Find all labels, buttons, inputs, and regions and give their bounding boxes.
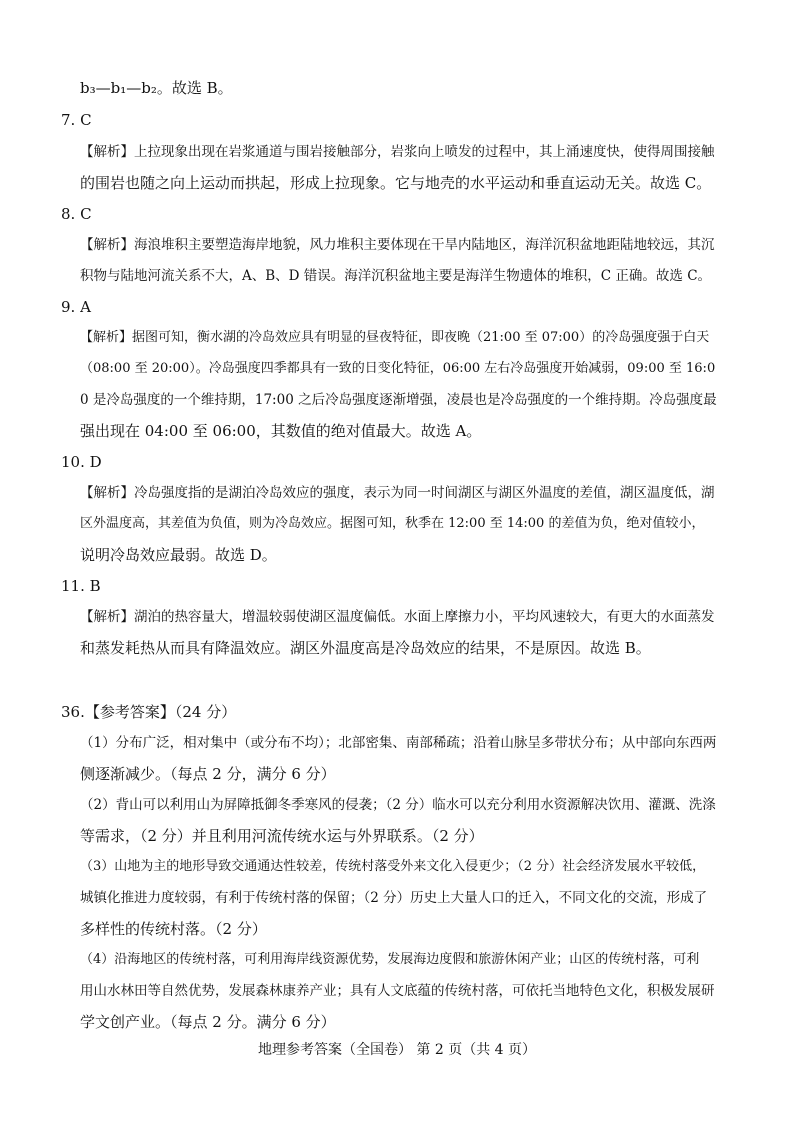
question-36-part-4-line-2: 用山水林田等自然优势，发展森林康养产业；具有人文底蕴的传统村落，可依托当地特色文化，积极发展研 [80, 983, 715, 999]
question-36-part-3-line-3: 多样性的传统村落。（2 分） [80, 920, 267, 938]
question-11-answer: 11. B [61, 577, 101, 595]
question-10-explanation-line-1: 【解析】冷岛强度指的是湖泊冷岛效应的强度，表示为同一时间湖区与湖区外温度的差值，湖区温度低，湖 [80, 485, 715, 501]
question-9-explanation-line-2: （08:00 至 20:00）。冷岛强度四季都具有一致的日变化特征，06:00 左右冷岛强度开始减弱，09:00 至 16:0 [80, 361, 716, 376]
question-36-heading: 36.【参考答案】（24 分） [61, 703, 237, 721]
question-7-explanation-line-2: 的围岩也随之向上运动而拱起，形成上拉现象。它与地壳的水平运动和垂直运动无关。故选 C。 [80, 174, 712, 192]
question-36-part-2-line-2: 等需求，（2 分）并且利用河流传统水运与外界联系。（2 分） [80, 827, 484, 845]
page-footer: 地理参考答案（全国卷） 第 2 页（共 4 页） [257, 1042, 537, 1058]
answer-6-tail: b₃—b₁—b₂。故选 B。 [80, 79, 233, 97]
question-36-part-1-line-2: 侧逐渐减少。（每点 2 分，满分 6 分） [80, 765, 336, 783]
question-9-explanation-line-3: 0 是冷岛强度的一个维持期，17:00 之后冷岛强度逐渐增强，凌晨也是冷岛强度的一个维持期。冷岛强度最 [80, 392, 717, 408]
question-7-explanation-line-1: 【解析】上拉现象出现在岩浆通道与围岩接触部分，岩浆向上喷发的过程中，其上涌速度快，使得周围接触 [80, 144, 715, 160]
question-7-answer: 7. C [61, 111, 92, 129]
question-10-answer: 10. D [61, 453, 102, 471]
question-9-answer: 9. A [61, 298, 91, 316]
question-10-explanation-line-2: 区外温度高，其差值为负值，则为冷岛效应。据图可知，秋季在 12:00 至 14:00 的差值为负，绝对值较小， [80, 516, 705, 531]
question-11-explanation-line-2: 和蒸发耗热从而具有降温效应。湖区外温度高是冷岛效应的结果，不是原因。故选 B。 [80, 639, 651, 657]
question-10-explanation-line-3: 说明冷岛效应最弱。故选 D。 [80, 546, 277, 564]
question-8-explanation-line-2: 积物与陆地河流关系不大，A、B、D 错误。海洋沉积盆地主要是海洋生物遗体的堆积，C 正确。故选 C。 [80, 268, 712, 284]
question-8-answer: 8. C [61, 205, 92, 223]
question-36-part-3-line-2: 城镇化推进力度较弱，有利于传统村落的保留；（2 分）历史上大量人口的迁入，不同文化的交流，形成了 [80, 890, 708, 906]
question-36-part-3-line-1: （3）山地为主的地形导致交通通达性较差，传统村落受外来文化入侵更少；（2 分）社会经济发展水平较低， [80, 859, 706, 874]
question-11-explanation-line-1: 【解析】湖泊的热容量大，增温较弱使湖区温度偏低。水面上摩擦力小，平均风速较大，有更大的水面蒸发 [80, 609, 715, 625]
question-36-part-4-line-3: 学文创产业。（每点 2 分。满分 6 分） [80, 1013, 336, 1031]
question-36-part-2-line-1: （2）背山可以利用山为屏障抵御冬季寒风的侵袭；（2 分）临水可以充分利用水资源解决饮用、灌溉、洗涤 [80, 797, 716, 813]
question-9-explanation-line-1: 【解析】据图可知，衡水湖的冷岛效应具有明显的昼夜特征，即夜晚（21:00 至 07:00）的冷岛强度强于白天 [80, 330, 710, 345]
question-36-part-1-line-1: （1）分布广泛，相对集中（或分布不均）；北部密集、南部稀疏；沿着山脉呈多带状分布；从中部向东西两 [80, 735, 717, 751]
question-8-explanation-line-1: 【解析】海浪堆积主要塑造海岸地貌，风力堆积主要体现在干旱内陆地区，海洋沉积盆地距陆地较远，其沉 [80, 237, 715, 253]
question-36-part-4-line-1: （4）沿海地区的传统村落，可利用海岸线资源优势，发展海边度假和旅游休闲产业；山区的传统村落，可利 [80, 952, 700, 967]
question-9-explanation-line-4: 强出现在 04:00 至 06:00，其数值的绝对值最大。故选 A。 [80, 422, 482, 440]
